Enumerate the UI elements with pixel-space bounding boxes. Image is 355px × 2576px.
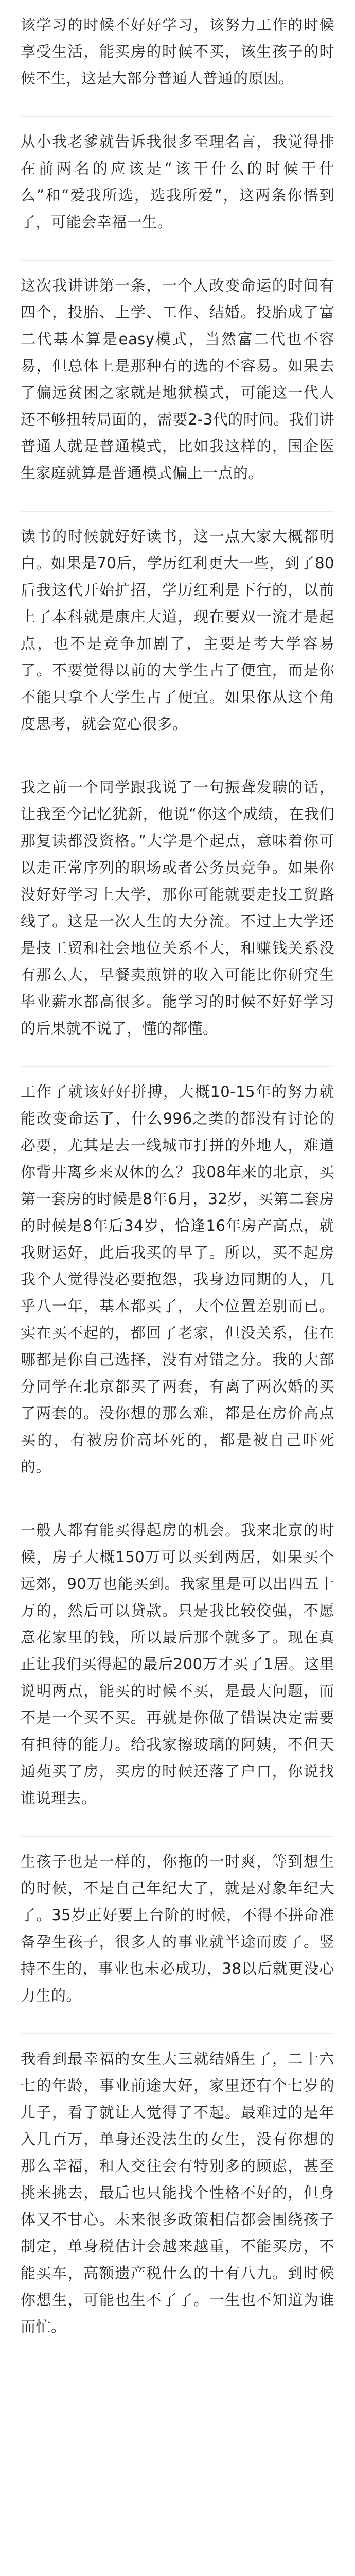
divider bbox=[21, 1836, 334, 1837]
paragraph-2: 从小我老爹就告诉我很多至理名言，我觉得排在前两名的应该是“该干什么的时候干什么”和“爱我所选，选我所爱”，这两条你悟到了，可能会幸福一生。 bbox=[21, 133, 334, 231]
divider bbox=[21, 511, 334, 512]
paragraph-4: 读书的时候就好好读书，这一点大家大概都明白。如果是70后，学历红利更大一些，到了80后我这代开始扩招，学历红利是下行的，以前上了本科就是康庄大道，现在要双一流才是起点，也不是竞争加剧了，主要是考大学容易了。不要觉得以前的大学生占了便宜，而是你不能只拿个大学生占了便宜。如果你从这个角度思考，就会宽心很多。 bbox=[21, 528, 334, 733]
divider bbox=[21, 2033, 334, 2034]
divider bbox=[21, 116, 334, 117]
paragraph-5: 我之前一个同学跟我说了一句振聋发聩的话，让我至今记忆犹新，他说“你这个成绩，在我们那复读都没资格。”大学是个起点，意味着你可以走正常序列的职场或者公务员竞争。如果你没好好学习上大学，那你可能就要走技工贸路线了。这是一次人生的大分流。不过上大学还是技工贸和社会地位关系不大，和赚钱关系没有那么大，早餐卖煎饼的收入可能比你研究生毕业薪水都高很多。能学习的时候不好好学习的后果就不说了，懂的都懂。 bbox=[21, 778, 334, 1037]
paragraph-8: 生孩子也是一样的，你拖的一时爽，等到想生的时候，不是自己年纪大了，就是对象年纪大了。35岁正好要上台阶的时候，不得不拼命准备孕生孩子，很多人的事业就半途而废了。竖持不生的，事业也未必成功，38以后就更没心力生的。 bbox=[21, 1853, 334, 2004]
paragraph-7: 一般人都有能买得起房的机会。我来北京的时候，房子大概150万可以买到两居，如果买个远郊，90万也能买到。我家里是可以出四五十万的，然后可以贷款。只是我比较佼强，不愿意花家里的钱，所以最后那个就多了。现在真正让我们买得起的最后200万才买了1居。这里说明两点，能买的时候不买，是最大问题，而不是一个买不买。再就是你做了错误决定需要有担待的能力。给我家擦玻璃的阿姨，不但天通苑买了房，买房的时候还落了户口，你说找谁说理去。 bbox=[21, 1521, 334, 1807]
divider bbox=[21, 260, 334, 261]
paragraph-1: 该学习的时候不好好学习，该努力工作的时候享受生活，能买房的时候不买，该生孩子的时候不生，这是大部分普通人普通的原因。 bbox=[21, 16, 334, 87]
divider bbox=[21, 1066, 334, 1067]
paragraph-3: 这次我讲讲第一条，一个人改变命运的时间有四个，投胎、上学、工作、结婚。投胎成了富二代基本算是easy模式，当然富二代也不容易，但总体上是那种有的选的不容易。如果去了偏远贫困之家就是地狱模式，可能这一代人还不够扭转局面的，需要2-3代的时间。我们讲普通人就是普通模式，比如我这样的，国企医生家庭就算是普通模式偏上一点的。 bbox=[21, 277, 334, 482]
paragraph-9: 我看到最幸福的女生大三就结婚生了，二十六七的年龄，事业前途大好，家里还有个七岁的儿子，看了就让人觉得了不起。最难过的是年入几百万，单身还没法生的女生，没有你想的那么幸福，和人交往会有特别多的顾虑，甚至挑来挑去，最后也只能找个性格不好的，但身体又不甘心。未来很多政策相信都会围绕孩子制定，单身税估计会越来越重，不能买房，不能买车，高额遗产税什么的十有八九。到时候你想生，可能也生不了了。一生也不知道为谁而忙。 bbox=[21, 2050, 334, 2335]
paragraph-6: 工作了就该好好拼搏，大概10-15年的努力就能改变命运了，什么996之类的都没有讨论的必要，尤其是去一线城市打拼的外地人，难道你背井离乡来双休的么？我08年来的北京，买第一套房的时候是8年6月，32岁，买第二套房的时候是8年后34岁，恰逢16年房产高点，就我财运好，此后我买的早了。所以，买不起房我个人觉得没必要抱怨，我身边同期的人，几乎八一年，基本都买了，大个位置差别而已。实在买不起的，都回了老家，但没关系，住在哪都是你自己选择，没有对错之分。我的大部分同学在北京都买了两套，有离了两次婚的买了两套的。没你想的那么难，都是在房价高点买的，有被房价高坏死的，都是被自己吓死的。 bbox=[21, 1083, 334, 1476]
